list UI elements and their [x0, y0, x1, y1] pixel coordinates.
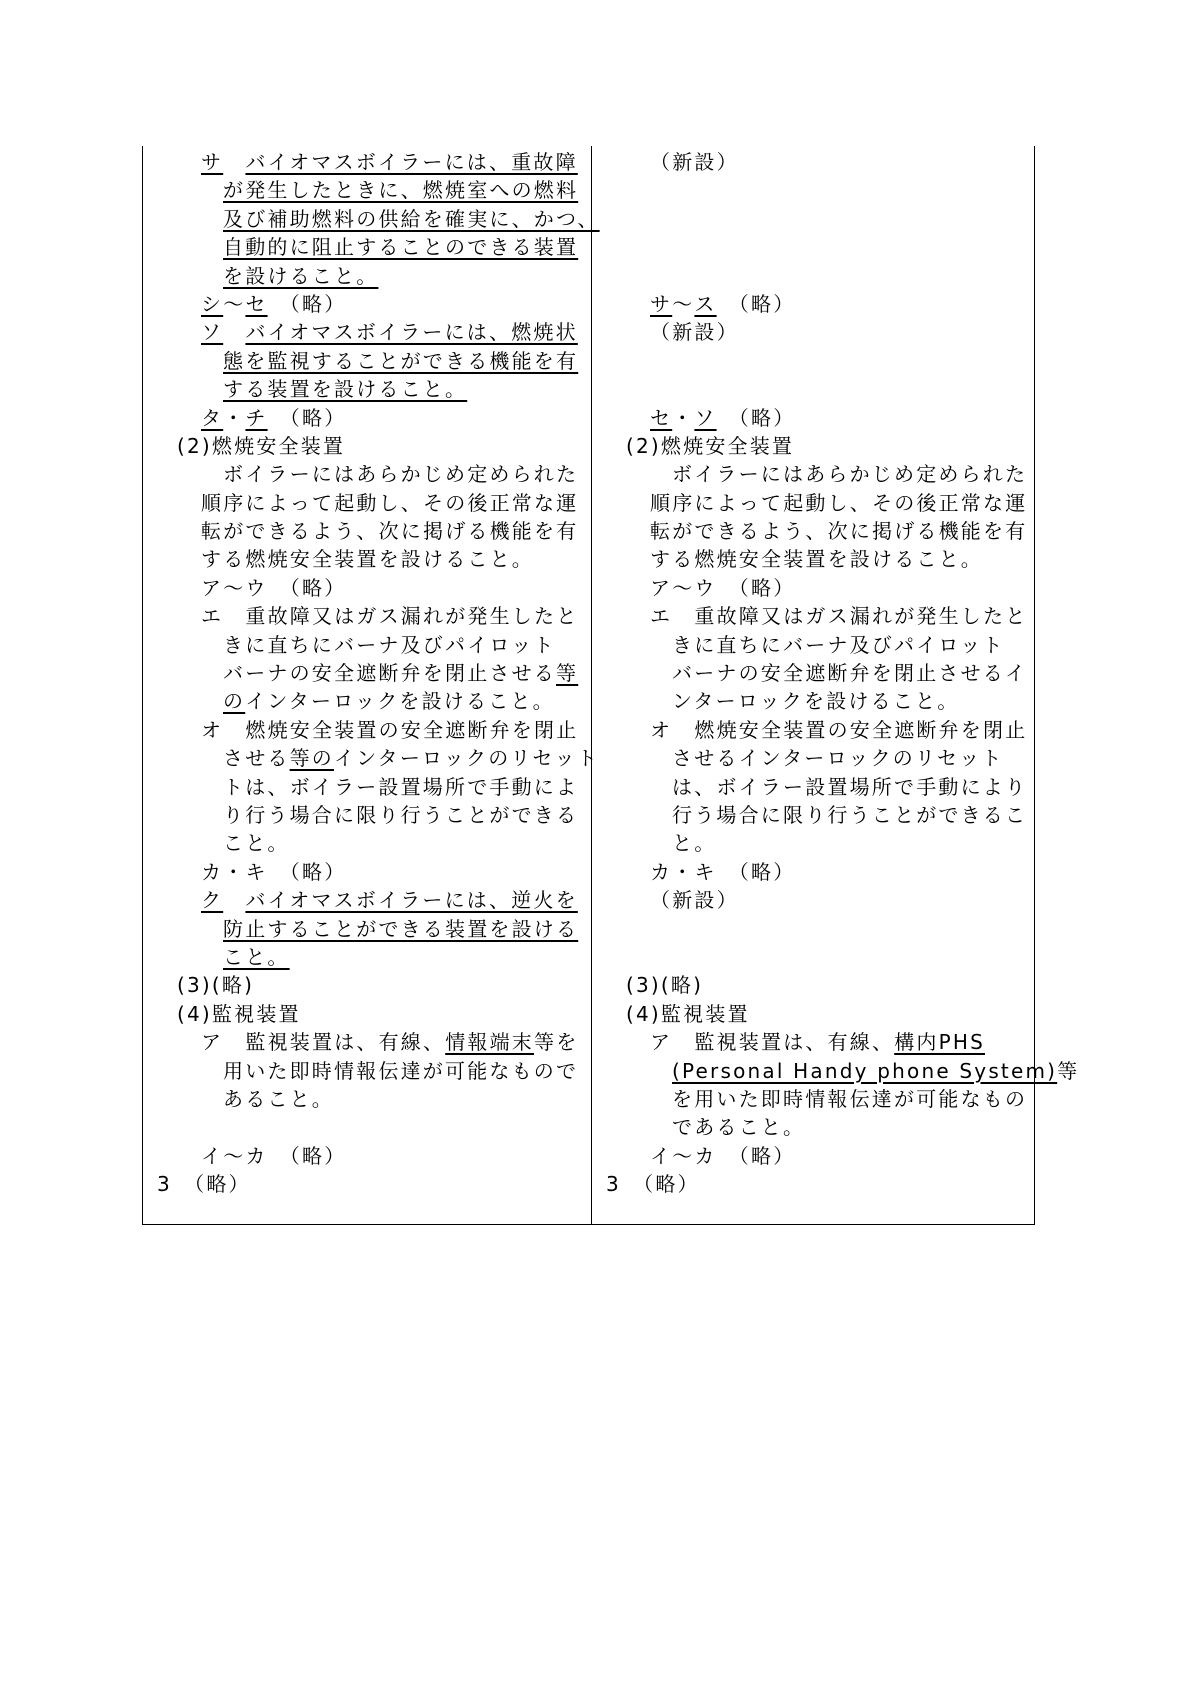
text-line [592, 659, 1035, 687]
text-segment: (4)監視装置 [177, 1001, 301, 1026]
text-line [592, 602, 1035, 630]
underlined-text: ソ [201, 320, 224, 345]
text-segment: (2)燃焼安全装置 [177, 433, 346, 458]
text-segment: 順序によって起動し、その後正常な運 [201, 490, 579, 515]
blank-line [592, 915, 1035, 943]
text-line [592, 773, 1035, 801]
text-segment: エ 重故障又はガス漏れが発生したと [650, 604, 1028, 629]
text-segment: （略） [267, 405, 347, 430]
text-line [143, 716, 591, 744]
text-segment: ア～ウ （略） [650, 575, 796, 600]
text-line [592, 744, 1035, 772]
text-segment: オ 燃焼安全装置の安全遮断弁を閉止 [650, 717, 1028, 742]
text-line [592, 1028, 1035, 1056]
text-line [143, 773, 591, 801]
text-line [592, 1000, 1035, 1028]
text-line [143, 971, 591, 999]
text-segment: （新設） [650, 320, 739, 345]
text-segment [223, 888, 245, 912]
underlined-text: バイオマスボイラーには、重故障 [245, 150, 578, 174]
text-line [592, 318, 1035, 346]
text-segment: ボイラーにはあらかじめ定められた [223, 462, 579, 487]
text-line [143, 801, 591, 829]
text-line [143, 290, 591, 318]
underlined-text: ク [201, 888, 224, 913]
text-segment: であること。 [672, 1115, 806, 1140]
text-line [143, 489, 591, 517]
underlined-text: する装置を設けること。 [223, 377, 468, 402]
text-line [592, 971, 1035, 999]
text-segment: オ 燃焼安全装置の安全遮断弁を閉止 [201, 717, 579, 742]
text-segment: 転ができるよう、次に掲げる機能を有 [650, 519, 1028, 544]
text-segment: を用いた即時情報伝達が可能なもの [672, 1086, 1028, 1111]
text-line [592, 1113, 1035, 1141]
text-line [143, 886, 591, 914]
text-segment: （略） [716, 405, 796, 430]
text-line [592, 858, 1035, 886]
text-segment: イ～カ （略） [650, 1143, 796, 1168]
text-line [143, 1170, 591, 1198]
text-segment: する燃焼安全装置を設けること。 [650, 547, 983, 572]
text-line [592, 886, 1035, 914]
text-line [143, 687, 591, 715]
underlined-text: セ [245, 291, 268, 316]
text-line [143, 858, 591, 886]
underlined-text: こと。 [223, 944, 290, 969]
blank-line [592, 262, 1035, 290]
text-line [592, 404, 1035, 432]
blank-line [592, 233, 1035, 261]
text-line [592, 1170, 1035, 1198]
text-segment: させるインターロックのリセット [672, 746, 1004, 771]
text-segment [223, 150, 245, 174]
text-segment: (4)監視装置 [626, 1001, 750, 1026]
text-line [592, 687, 1035, 715]
text-line [592, 517, 1035, 545]
text-segment: と。 [672, 831, 717, 856]
text-segment: 転ができるよう、次に掲げる機能を有 [201, 519, 579, 544]
text-line [143, 404, 591, 432]
text-line [592, 1085, 1035, 1113]
text-segment: イ～カ （略） [201, 1143, 347, 1168]
text-segment: エ 重故障又はガス漏れが発生したと [201, 604, 579, 629]
comparison-table [142, 146, 1080, 1225]
text-line [143, 1085, 591, 1113]
text-segment: (3)(略) [626, 973, 704, 998]
text-line [143, 1057, 591, 1085]
text-segment [223, 320, 245, 344]
blank-line [592, 375, 1035, 403]
underlined-text: ス [694, 291, 717, 316]
text-line [592, 290, 1035, 318]
text-line [143, 148, 591, 176]
text-line [143, 432, 591, 460]
text-segment: （新設） [650, 888, 739, 913]
blank-line [143, 1113, 591, 1141]
underlined-text: ソ [694, 405, 717, 430]
text-line [592, 631, 1035, 659]
underlined-text: 等 [556, 661, 579, 686]
text-segment: （新設） [650, 150, 739, 174]
text-line [143, 574, 591, 602]
text-line [143, 744, 600, 772]
text-line [143, 915, 591, 943]
text-line [592, 1142, 1035, 1170]
underlined-text: タ [201, 405, 224, 430]
text-line [592, 574, 1035, 602]
text-line [143, 205, 600, 233]
text-line [143, 347, 591, 375]
text-segment: （略） [267, 291, 347, 316]
underlined-text: シ [201, 291, 224, 316]
text-segment: トは、ボイラー設置場所で手動によ [223, 774, 579, 799]
text-segment: きに直ちにバーナ及びパイロット [672, 632, 1005, 657]
text-line [592, 829, 1035, 857]
text-segment: する燃焼安全装置を設けること。 [201, 547, 534, 572]
underlined-text: の [223, 689, 246, 714]
text-line [143, 262, 591, 290]
text-segment: 3 （略） [606, 1172, 700, 1197]
underlined-text: サ [650, 291, 673, 316]
text-line [143, 631, 591, 659]
text-segment: ～ [672, 291, 695, 316]
text-segment: （略） [716, 291, 796, 316]
underlined-text: 防止することができる装置を設ける [223, 916, 579, 941]
text-line [143, 545, 591, 573]
text-segment: ・ [672, 405, 695, 430]
text-segment: あること。 [223, 1086, 334, 1111]
text-segment: ア～ウ （略） [201, 575, 347, 600]
text-line [592, 432, 1035, 460]
text-line [143, 517, 591, 545]
revised-text-column [143, 148, 600, 1198]
text-segment: インターロックのリセット [334, 746, 600, 771]
text-segment: バーナの安全遮断弁を閉止させるイ [672, 661, 1028, 686]
text-segment: 用いた即時情報伝達が可能なもので [223, 1058, 579, 1083]
text-line [143, 943, 591, 971]
text-segment: (2)燃焼安全装置 [626, 433, 795, 458]
text-segment: ボイラーにはあらかじめ定められた [672, 462, 1028, 487]
blank-line [592, 205, 1035, 233]
text-line [592, 545, 1035, 573]
text-line [592, 801, 1035, 829]
underlined-text: 態を監視することができる機能を有 [223, 348, 579, 373]
text-segment: インターロックを設けること。 [245, 689, 555, 714]
text-segment: カ・キ （略） [201, 859, 347, 884]
underlined-text: 情報端末 [445, 1030, 535, 1055]
text-line [143, 375, 591, 403]
text-segment: 3 （略） [157, 1172, 251, 1197]
blank-line [592, 347, 1035, 375]
text-line [143, 176, 591, 204]
blank-line [592, 176, 1035, 204]
text-segment: 行う場合に限り行うことができるこ [672, 802, 1028, 827]
underlined-text: 及び補助燃料の供給を確実に、かつ、 [223, 206, 600, 231]
text-segment: バーナの安全遮断弁を閉止させる [223, 661, 556, 686]
text-line [143, 1000, 591, 1028]
text-line [143, 659, 591, 687]
text-line [592, 148, 1035, 176]
underlined-text: 自動的に阻止することのできる装置 [223, 235, 579, 260]
text-line [143, 233, 591, 261]
text-line [592, 1057, 1080, 1085]
text-segment: させる [223, 746, 290, 771]
text-line [143, 1142, 591, 1170]
underlined-text: (Personal Handy phone System) [672, 1058, 1058, 1083]
underlined-text: チ [245, 405, 268, 430]
current-text-column [592, 148, 1080, 1198]
blank-line [592, 943, 1035, 971]
underlined-text: 構内PHS [894, 1030, 985, 1055]
text-segment: ンターロックを設けること。 [672, 689, 960, 714]
text-segment: 等 [1057, 1058, 1080, 1083]
text-segment: ア 監視装置は、有線、 [201, 1030, 446, 1055]
text-segment: きに直ちにバーナ及びパイロット [223, 632, 556, 657]
underlined-text: セ [650, 405, 673, 430]
text-segment: カ・キ （略） [650, 859, 796, 884]
text-line [143, 602, 591, 630]
text-line [143, 829, 591, 857]
text-segment: ・ [223, 405, 246, 430]
text-segment: は、ボイラー設置場所で手動により [672, 774, 1028, 799]
underlined-text: を設けること。 [223, 263, 379, 288]
text-segment: 等を [534, 1030, 579, 1055]
text-segment: こと。 [223, 831, 290, 856]
underlined-text: サ [201, 150, 224, 174]
text-line [592, 489, 1035, 517]
text-line [143, 318, 591, 346]
text-line [592, 460, 1035, 488]
text-segment: ア 監視装置は、有線、 [650, 1030, 895, 1055]
text-segment: り行う場合に限り行うことができる [223, 802, 579, 827]
text-segment: 順序によって起動し、その後正常な運 [650, 490, 1028, 515]
underlined-text: バイオマスボイラーには、逆火を [245, 888, 578, 913]
text-segment: (3)(略) [177, 973, 255, 998]
underlined-text: バイオマスボイラーには、燃焼状 [245, 320, 578, 345]
text-segment: ～ [223, 291, 246, 316]
text-line [592, 716, 1035, 744]
text-line [143, 460, 591, 488]
text-line [143, 1028, 591, 1056]
underlined-text: 等の [289, 746, 335, 771]
underlined-text: が発生したときに、燃焼室への燃料 [223, 178, 579, 203]
